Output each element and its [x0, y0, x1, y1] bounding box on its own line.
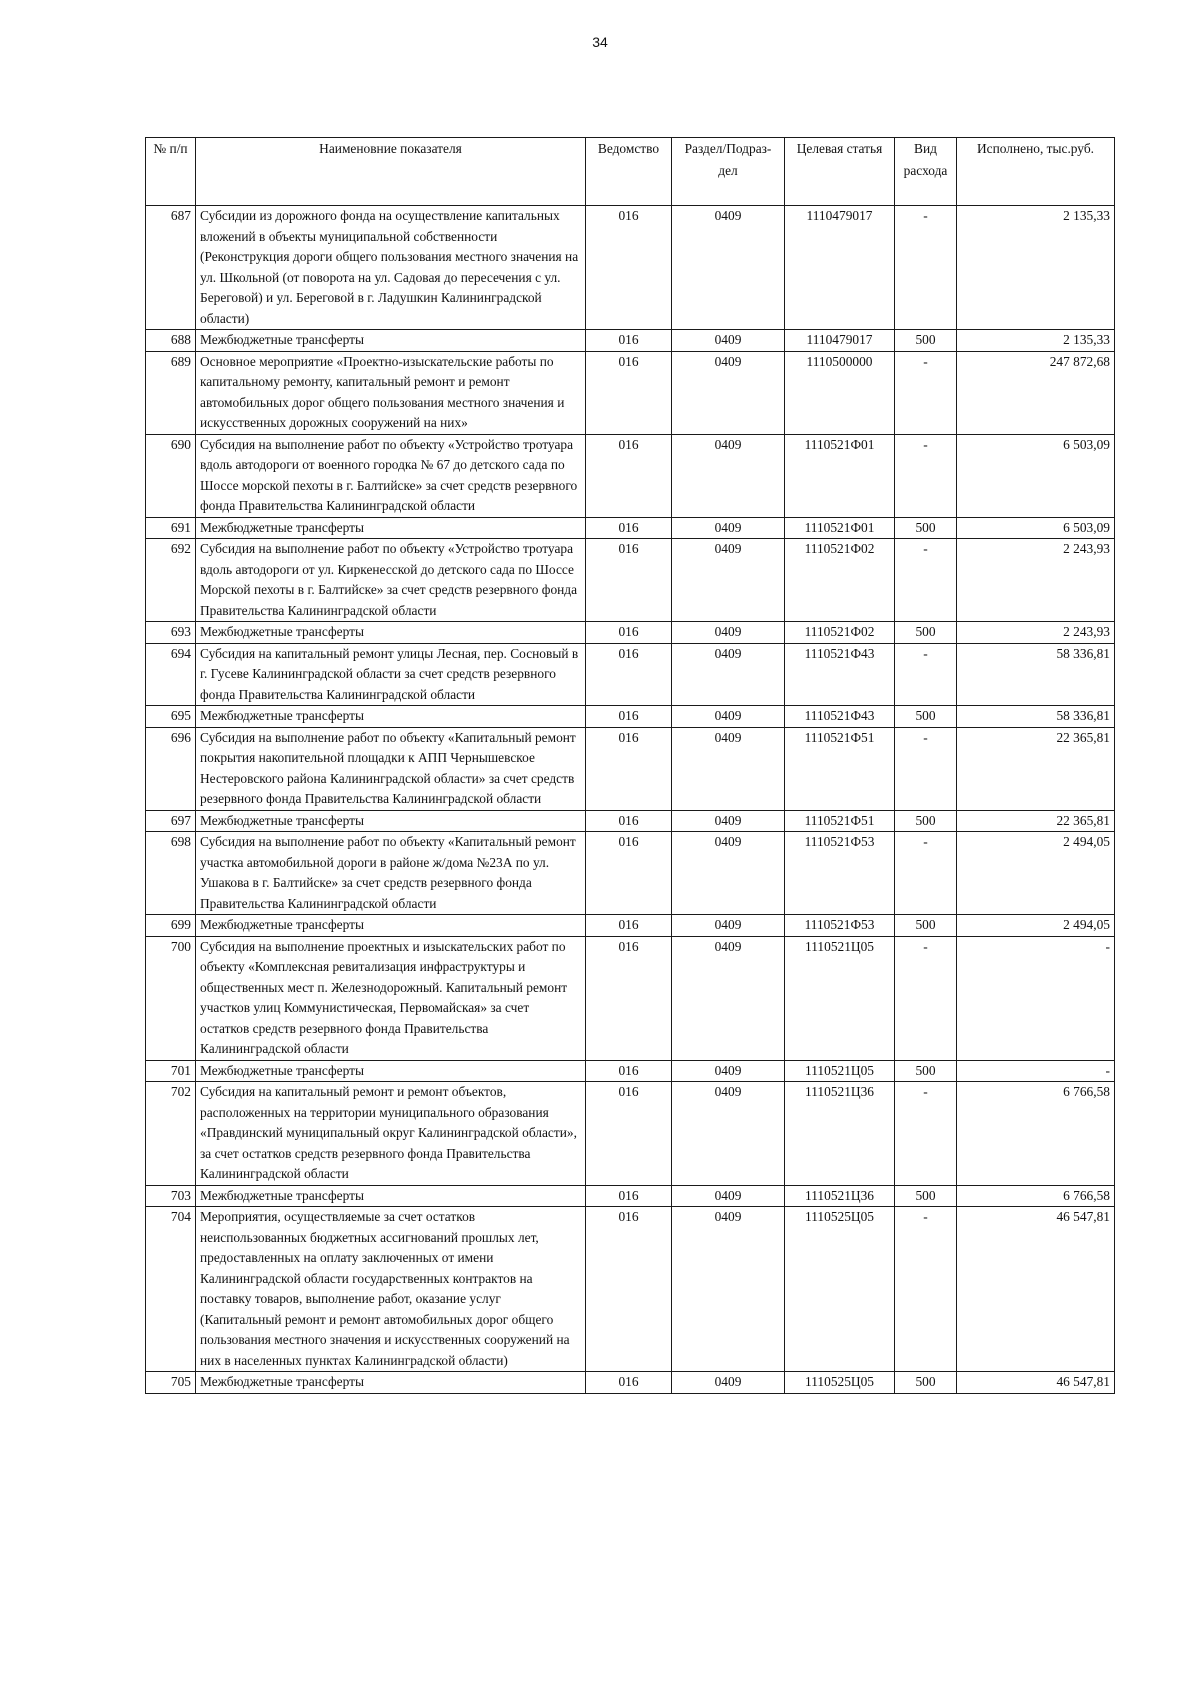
cell-num: 703 [146, 1185, 196, 1207]
cell-target: 1110521Ф53 [785, 832, 895, 915]
table-row [146, 706, 1115, 728]
cell-name: Субсидия на выполнение работ по объекту «Устройство тротуара вдоль автодороги от военного городка № 67 до детского сада по Шоссе морской пехоты в г. Балтийске» за счет средств резервного фонда Правительства Калининградской области [196, 434, 586, 517]
cell-name: Межбюджетные трансферты [196, 330, 586, 352]
cell-exp-type: - [895, 832, 957, 915]
table-row [146, 351, 1115, 434]
table-row [146, 727, 1115, 810]
cell-dept: 016 [586, 706, 672, 728]
table-row [146, 434, 1115, 517]
cell-exp-type: - [895, 351, 957, 434]
cell-executed: 46 547,81 [957, 1207, 1115, 1372]
cell-section: 0409 [672, 351, 785, 434]
cell-name: Субсидия на выполнение проектных и изыскательских работ по объекту «Комплексная ревитализация инфраструктуры и общественных мест п. Железнодорожный. Капитальный ремонт участков улиц Коммунистическая, Первомайская» за счет остатков средств резервного фонда Правительства Калининградской области [196, 936, 586, 1060]
cell-dept: 016 [586, 727, 672, 810]
cell-section: 0409 [672, 643, 785, 706]
cell-exp-type: - [895, 936, 957, 1060]
cell-section: 0409 [672, 832, 785, 915]
cell-dept: 016 [586, 936, 672, 1060]
cell-section: 0409 [672, 1372, 785, 1394]
cell-executed: 2 243,93 [957, 539, 1115, 622]
cell-section: 0409 [672, 206, 785, 330]
cell-name: Межбюджетные трансферты [196, 706, 586, 728]
cell-target: 1110521Ц36 [785, 1082, 895, 1186]
cell-exp-type: - [895, 1082, 957, 1186]
cell-num: 687 [146, 206, 196, 330]
cell-name: Субсидия на капитальный ремонт и ремонт объектов, расположенных на территории муниципального образования «Правдинский муниципальный округ Калининградской области», за счет остатков средств резервного фонда Правительства Калининградской области [196, 1082, 586, 1186]
cell-dept: 016 [586, 832, 672, 915]
cell-target: 1110521Ц36 [785, 1185, 895, 1207]
header-num: № п/п [146, 138, 196, 206]
cell-target: 1110521Ф01 [785, 517, 895, 539]
cell-name: Субсидия на капитальный ремонт улицы Лесная, пер. Сосновый в г. Гусеве Калининградской области за счет средств резервного фонда Правительства Калининградской области [196, 643, 586, 706]
cell-target: 1110521Ф01 [785, 434, 895, 517]
header-executed: Исполнено, тыс.руб. [957, 138, 1115, 206]
cell-name: Субсидия на выполнение работ по объекту «Устройство тротуара вдоль автодороги от ул. Киркенесской до детского сада по Шоссе Морской пехоты в г. Балтийске» за счет средств резервного фонда Правительства Калининградской области [196, 539, 586, 622]
cell-name: Межбюджетные трансферты [196, 915, 586, 937]
cell-name: Субсидия на выполнение работ по объекту «Капитальный ремонт покрытия накопительной площадки к АПП Чернышевское Нестеровского района Калининградской области» за счет средств резервного фонда Правительства Калининградской области [196, 727, 586, 810]
table-header [146, 138, 1115, 206]
cell-num: 700 [146, 936, 196, 1060]
budget-table [145, 137, 1115, 1394]
cell-exp-type: 500 [895, 706, 957, 728]
cell-exp-type: 500 [895, 330, 957, 352]
cell-num: 691 [146, 517, 196, 539]
cell-executed: - [957, 936, 1115, 1060]
cell-executed: 247 872,68 [957, 351, 1115, 434]
table-row [146, 330, 1115, 352]
cell-section: 0409 [672, 517, 785, 539]
cell-dept: 016 [586, 643, 672, 706]
cell-name: Основное мероприятие «Проектно-изыскательские работы по капитальному ремонту, капитальный ремонт и ремонт автомобильных дорог общего пользования местного значения и искусственных дорожных сооружений на них» [196, 351, 586, 434]
cell-exp-type: - [895, 539, 957, 622]
cell-section: 0409 [672, 936, 785, 1060]
cell-num: 688 [146, 330, 196, 352]
cell-section: 0409 [672, 622, 785, 644]
cell-section: 0409 [672, 1060, 785, 1082]
cell-executed: 6 503,09 [957, 434, 1115, 517]
cell-dept: 016 [586, 622, 672, 644]
cell-exp-type: - [895, 727, 957, 810]
cell-dept: 016 [586, 810, 672, 832]
cell-exp-type: 500 [895, 1372, 957, 1394]
cell-target: 1110521Ц05 [785, 1060, 895, 1082]
header-section: Раздел/Подраз-дел [672, 138, 785, 206]
cell-section: 0409 [672, 539, 785, 622]
cell-dept: 016 [586, 434, 672, 517]
cell-section: 0409 [672, 1082, 785, 1186]
cell-exp-type: 500 [895, 622, 957, 644]
cell-executed: 2 135,33 [957, 206, 1115, 330]
table-row [146, 936, 1115, 1060]
table-row [146, 517, 1115, 539]
table-row [146, 643, 1115, 706]
cell-target: 1110479017 [785, 206, 895, 330]
cell-section: 0409 [672, 434, 785, 517]
table-row [146, 915, 1115, 937]
cell-name: Субсидия на выполнение работ по объекту «Капитальный ремонт участка автомобильной дороги в районе ж/дома №23А по ул. Ушакова в г. Балтийске» за счет средств резервного фонда Правительства Калининградской области [196, 832, 586, 915]
cell-name: Межбюджетные трансферты [196, 1185, 586, 1207]
cell-target: 1110521Ф43 [785, 706, 895, 728]
cell-num: 690 [146, 434, 196, 517]
cell-executed: 2 243,93 [957, 622, 1115, 644]
cell-exp-type: 500 [895, 517, 957, 539]
cell-target: 1110521Ф51 [785, 810, 895, 832]
table-row [146, 1207, 1115, 1372]
cell-executed: 6 766,58 [957, 1185, 1115, 1207]
cell-dept: 016 [586, 1185, 672, 1207]
cell-num: 698 [146, 832, 196, 915]
cell-section: 0409 [672, 330, 785, 352]
cell-target: 1110525Ц05 [785, 1207, 895, 1372]
cell-target: 1110521Ф51 [785, 727, 895, 810]
header-name: Наименовние показателя [196, 138, 586, 206]
table-row [146, 1060, 1115, 1082]
cell-num: 697 [146, 810, 196, 832]
cell-dept: 016 [586, 330, 672, 352]
header-exp-type: Вид расхода [895, 138, 957, 206]
cell-executed: 6 503,09 [957, 517, 1115, 539]
table-row [146, 539, 1115, 622]
cell-num: 694 [146, 643, 196, 706]
cell-executed: 58 336,81 [957, 643, 1115, 706]
cell-executed: 22 365,81 [957, 727, 1115, 810]
cell-name: Мероприятия, осуществляемые за счет остатков неиспользованных бюджетных ассигнований прошлых лет, предоставленных на оплату заключенных от имени Калининградской области государственных контрактов на поставку товаров, выполнение работ, оказание услуг (Капитальный ремонт и ремонт автомобильных дорог общего пользования местного значения и искусственных сооружений на них в населенных пунктах Калининградской области) [196, 1207, 586, 1372]
table-row [146, 206, 1115, 330]
cell-dept: 016 [586, 517, 672, 539]
cell-target: 1110479017 [785, 330, 895, 352]
cell-dept: 016 [586, 1060, 672, 1082]
cell-executed: 2 494,05 [957, 915, 1115, 937]
cell-name: Межбюджетные трансферты [196, 622, 586, 644]
cell-target: 1110521Ф53 [785, 915, 895, 937]
header-dept: Ведомство [586, 138, 672, 206]
cell-dept: 016 [586, 206, 672, 330]
cell-section: 0409 [672, 1207, 785, 1372]
cell-exp-type: - [895, 434, 957, 517]
cell-executed: 58 336,81 [957, 706, 1115, 728]
cell-exp-type: - [895, 206, 957, 330]
table-row [146, 622, 1115, 644]
cell-num: 701 [146, 1060, 196, 1082]
cell-executed: 22 365,81 [957, 810, 1115, 832]
cell-executed: 2 494,05 [957, 832, 1115, 915]
cell-executed: 46 547,81 [957, 1372, 1115, 1394]
cell-section: 0409 [672, 706, 785, 728]
table-row [146, 832, 1115, 915]
cell-exp-type: 500 [895, 915, 957, 937]
cell-dept: 016 [586, 351, 672, 434]
cell-name: Межбюджетные трансферты [196, 810, 586, 832]
cell-target: 1110500000 [785, 351, 895, 434]
cell-target: 1110521Ф02 [785, 539, 895, 622]
cell-num: 689 [146, 351, 196, 434]
cell-exp-type: 500 [895, 810, 957, 832]
header-row [146, 138, 1115, 206]
cell-section: 0409 [672, 810, 785, 832]
cell-dept: 016 [586, 915, 672, 937]
cell-name: Межбюджетные трансферты [196, 1372, 586, 1394]
cell-num: 696 [146, 727, 196, 810]
cell-dept: 016 [586, 1372, 672, 1394]
cell-num: 705 [146, 1372, 196, 1394]
table-row [146, 1185, 1115, 1207]
table-row [146, 810, 1115, 832]
cell-target: 1110525Ц05 [785, 1372, 895, 1394]
cell-executed: 2 135,33 [957, 330, 1115, 352]
cell-dept: 016 [586, 1207, 672, 1372]
cell-name: Межбюджетные трансферты [196, 517, 586, 539]
cell-target: 1110521Ц05 [785, 936, 895, 1060]
cell-section: 0409 [672, 727, 785, 810]
cell-section: 0409 [672, 1185, 785, 1207]
cell-exp-type: 500 [895, 1060, 957, 1082]
cell-exp-type: 500 [895, 1185, 957, 1207]
cell-exp-type: - [895, 1207, 957, 1372]
cell-num: 695 [146, 706, 196, 728]
header-target: Целевая статья [785, 138, 895, 206]
cell-name: Межбюджетные трансферты [196, 1060, 586, 1082]
cell-num: 702 [146, 1082, 196, 1186]
cell-executed: 6 766,58 [957, 1082, 1115, 1186]
cell-num: 692 [146, 539, 196, 622]
cell-dept: 016 [586, 1082, 672, 1186]
cell-name: Субсидии из дорожного фонда на осуществление капитальных вложений в объекты муниципальной собственности (Реконструкция дороги общего пользования местного значения на ул. Школьной (от поворота на ул. Садовая до пересечения с ул. Береговой) и ул. Береговой в г. Ладушкин Калининградской области) [196, 206, 586, 330]
cell-section: 0409 [672, 915, 785, 937]
cell-target: 1110521Ф43 [785, 643, 895, 706]
cell-num: 693 [146, 622, 196, 644]
cell-target: 1110521Ф02 [785, 622, 895, 644]
cell-num: 699 [146, 915, 196, 937]
cell-num: 704 [146, 1207, 196, 1372]
cell-dept: 016 [586, 539, 672, 622]
table-row [146, 1372, 1115, 1394]
cell-executed: - [957, 1060, 1115, 1082]
page-number: 34 [592, 34, 608, 50]
table-row [146, 1082, 1115, 1186]
cell-exp-type: - [895, 643, 957, 706]
table-body [146, 206, 1115, 1394]
